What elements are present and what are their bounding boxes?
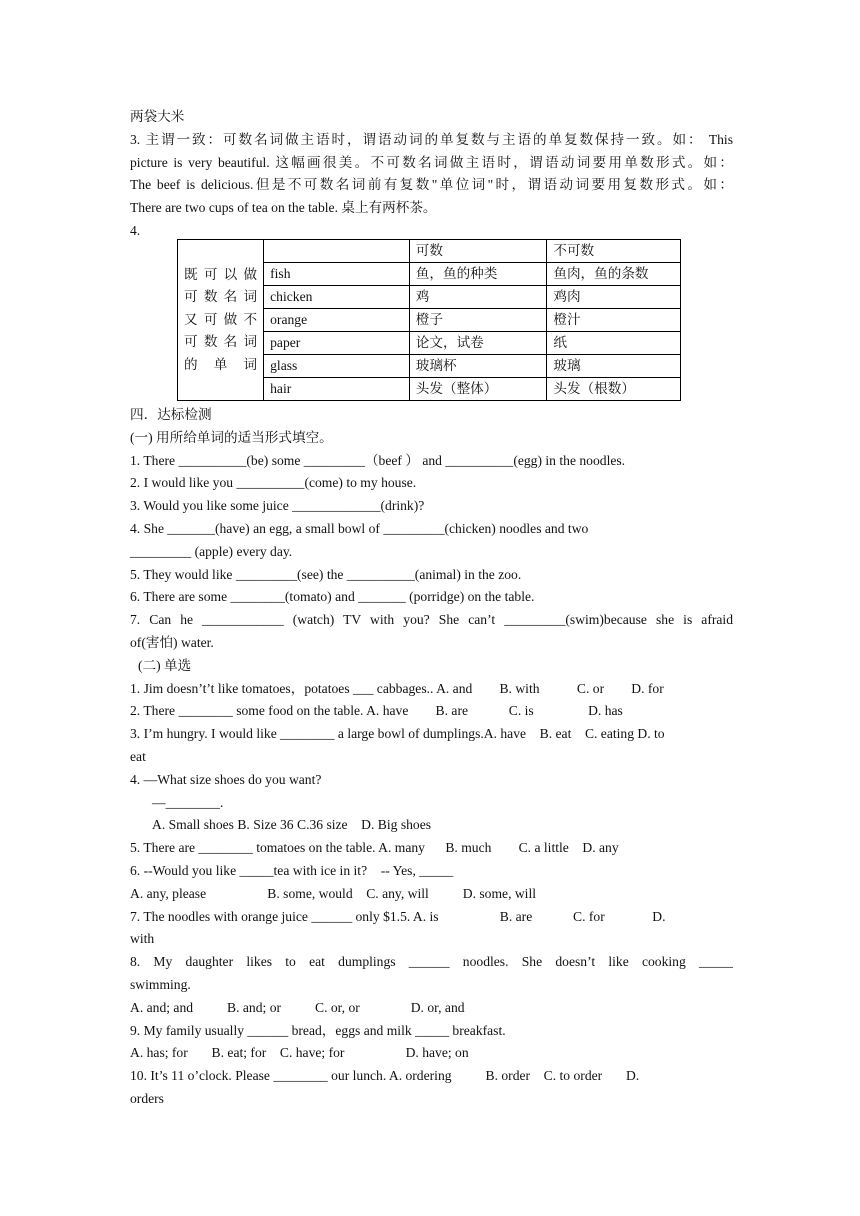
section-heading: 四．达标检测: [130, 407, 212, 422]
document-page: [130, 106, 733, 243]
exercise-line: 10. It’s 11 o’clock. Please ________ our lunch. A. ordering B. order C. to order D.: [130, 1068, 640, 1084]
table-cell-uncountable: 橙汁: [547, 309, 681, 332]
exercise-line: 3. Would you like some juice _____________(drink)?: [130, 498, 425, 514]
row-header-line: 既可以做: [184, 266, 258, 282]
exercise-line: A. any, please B. some, would C. any, will D. some, will: [130, 885, 537, 901]
table-cell-word: fish: [264, 263, 410, 286]
exercise-line: 1. Jim doesn’t’t like tomatoes，potatoes ___ cabbages.. A. and B. with C. or D. for: [130, 680, 664, 696]
exercise-line: 9. My family usually ______ bread，eggs and milk _____ breakfast.: [130, 1022, 506, 1038]
exercise-line: 6. --Would you like _____tea with ice in it? -- Yes, _____: [130, 862, 454, 878]
table-cell-uncountable: 鱼肉，鱼的条数: [547, 263, 681, 286]
exercise-line: 5. There are ________ tomatoes on the table. A. many B. much C. a little D. any: [130, 840, 619, 856]
exercise-line: 5. They would like _________(see) the __________(animal) in the zoo.: [130, 566, 522, 582]
exercise-line: 8. My daughter likes to eat dumplings ______ noodles. She doesn’t like cooking _____: [130, 954, 733, 970]
exercise-line: with: [130, 931, 155, 947]
exercise-line: orders: [130, 1090, 164, 1106]
table-cell-uncountable: 玻璃: [547, 355, 681, 378]
intro-line-0: 两袋大米: [130, 109, 185, 124]
table-cell-countable: 鸡: [409, 286, 547, 309]
exercise-line: of(害怕) water.: [130, 634, 214, 650]
exercise-line: A. has; for B. eat; for C. have; for D. have; on: [130, 1045, 469, 1061]
exercise-line: 6. There are some ________(tomato) and _______ (porridge) on the table.: [130, 589, 535, 605]
table-cell-word: hair: [264, 378, 410, 401]
exercise-line: 3. I’m hungry. I would like ________ a large bowl of dumplings.A. have B. eat C. eating D. to: [130, 726, 665, 742]
exercise-line: _________ (apple) every day.: [130, 543, 293, 559]
column-header-word: [264, 240, 410, 263]
table-cell-uncountable: 纸: [547, 332, 681, 355]
exercise-line: 7. The noodles with orange juice ______ only $1.5. A. is B. are C. for D.: [130, 908, 666, 924]
countable-uncountable-table: [177, 239, 681, 401]
row-header-line: 可数名词: [184, 334, 258, 350]
exercise-line: 4. She _______(have) an egg, a small bowl of _________(chicken) noodles and two: [130, 520, 589, 536]
table-cell-word: glass: [264, 355, 410, 378]
table-row-header: [178, 240, 264, 401]
table-cell-uncountable: 鸡肉: [547, 286, 681, 309]
column-header-countable: 可数: [409, 240, 547, 263]
row-header-line: 又可做不: [184, 311, 258, 327]
column-header-uncountable: 不可数: [547, 240, 681, 263]
exercise-line: eat: [130, 748, 146, 764]
intro-line-3: The beef is delicious.但是不可数名词前有复数"单位词"时，谓语动词要用复数形式。如：: [130, 177, 733, 193]
table-cell-word: orange: [264, 309, 410, 332]
table-cell-countable: 玻璃杯: [409, 355, 547, 378]
intro-line-1: 3. 主谓一致：可数名词做主语时，谓语动词的单复数与主语的单复数保持一致。如： This: [130, 131, 733, 147]
intro-line-5: 4.: [130, 222, 141, 238]
table-cell-word: paper: [264, 332, 410, 355]
subsection-heading: (一) 用所给单词的适当形式填空。: [130, 429, 333, 445]
subsection-heading: (二) 单选: [138, 657, 192, 673]
exercise-line: 7. Can he ____________ (watch) TV with you? She can’t _________(swim)because she is afraid: [130, 612, 733, 628]
exercise-line: 1. There __________(be) some _________（beef ） and __________(egg) in the noodles.: [130, 452, 626, 468]
intro-line-2: picture is very beautiful. 这幅画很美。不可数名词做主语时，谓语动词要用单数形式。如：: [130, 154, 733, 170]
exercise-line: 2. There ________ some food on the table. A. have B. are C. is D. has: [130, 703, 623, 719]
exercise-line: swimming.: [130, 976, 191, 992]
exercise-line: 4. —What size shoes do you want?: [130, 771, 322, 787]
table-cell-word: chicken: [264, 286, 410, 309]
row-header-line: 可数名词: [184, 289, 258, 305]
exercise-line: —________.: [152, 794, 224, 810]
exercises-section: [130, 404, 733, 1111]
table-cell-countable: 橙子: [409, 309, 547, 332]
table-row: [178, 240, 681, 263]
exercise-line: A. and; and B. and; or C. or, or D. or, and: [130, 999, 465, 1015]
table-cell-countable: 头发（整体）: [409, 378, 547, 401]
table-cell-countable: 论文，试卷: [409, 332, 547, 355]
exercise-line: 2. I would like you __________(come) to my house.: [130, 475, 417, 491]
table-cell-uncountable: 头发（根数）: [547, 378, 681, 401]
intro-line-4: There are two cups of tea on the table. 桌上有两杯茶。: [130, 200, 437, 216]
row-header-line: 的单词: [184, 356, 258, 372]
table-cell-countable: 鱼，鱼的种类: [409, 263, 547, 286]
exercise-line: A. Small shoes B. Size 36 C.36 size D. Big shoes: [152, 817, 432, 833]
